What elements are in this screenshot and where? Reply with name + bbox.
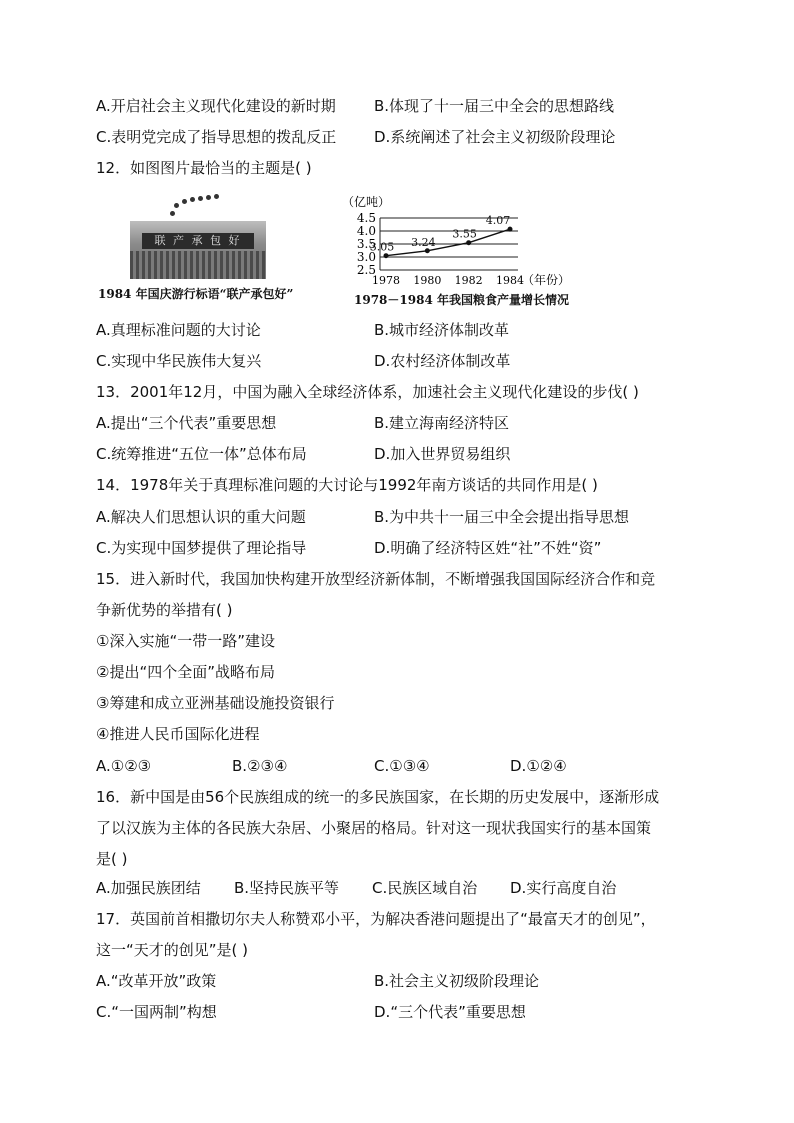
balloon-icon xyxy=(198,196,203,201)
q15-item-4: ④推进人民币国际化进程 xyxy=(96,725,260,743)
chart-svg xyxy=(340,194,580,294)
q17-option-b: B.社会主义初级阶段理论 xyxy=(374,972,540,990)
q12-option-a: A.真理标准问题的大讨论 xyxy=(96,321,261,339)
photo-crowd xyxy=(130,251,266,279)
q12-option-b: B.城市经济体制改革 xyxy=(374,321,510,339)
x-tick-label: 1984 xyxy=(496,274,524,287)
q15-item-2: ②提出“四个全面”战略布局 xyxy=(96,663,275,681)
q15-item-1: ①深入实施“一带一路”建设 xyxy=(96,632,275,650)
y-tick-label: 2.5 xyxy=(356,263,376,277)
q16-stem-line1: 16．新中国是由56个民族组成的统一的多民族国家，在长期的历史发展中，逐渐形成 xyxy=(96,788,660,806)
data-point xyxy=(425,248,430,253)
q12-stem: 12．如图图片最恰当的主题是( ) xyxy=(96,159,312,177)
q16-option-d: D.实行高度自治 xyxy=(510,879,617,897)
data-label: 3.05 xyxy=(369,240,395,254)
q13-option-c: C.统筹推进“五位一体”总体布局 xyxy=(96,445,307,463)
q16-option-b: B.坚持民族平等 xyxy=(234,879,340,897)
q17-option-d: D.“三个代表”重要思想 xyxy=(374,1003,526,1021)
balloon-icon xyxy=(170,211,175,216)
q15-option-c: C.①③④ xyxy=(374,757,430,775)
q13-option-a: A.提出“三个代表”重要思想 xyxy=(96,414,277,432)
data-point xyxy=(508,227,513,232)
chart-caption: 1978－1984 年我国粮食产量增长情况 xyxy=(354,293,569,307)
q11-option-d: D.系统阐述了社会主义初级阶段理论 xyxy=(374,128,616,146)
y-tick-label: 4.0 xyxy=(356,224,376,238)
y-tick-label: 3.5 xyxy=(356,237,376,251)
q16-option-c: C.民族区域自治 xyxy=(372,879,478,897)
q17-stem-line1: 17．英国前首相撒切尔夫人称赞邓小平，为解决香港问题提出了“最富天才的创见”， xyxy=(96,910,656,928)
q16-option-a: A.加强民族团结 xyxy=(96,879,201,897)
q17-option-a: A.“改革开放”政策 xyxy=(96,972,217,990)
x-tick-label: 1982 xyxy=(454,274,483,287)
q13-option-d: D.加入世界贸易组织 xyxy=(374,445,511,463)
y-tick-label: 4.5 xyxy=(356,211,376,225)
parade-photo xyxy=(130,193,266,279)
data-label: 3.24 xyxy=(411,235,436,249)
balloon-icon xyxy=(182,199,187,204)
x-axis-label: （年份） xyxy=(522,273,571,287)
balloon-icon xyxy=(214,194,219,199)
x-tick-label: 1978 xyxy=(372,274,400,287)
q17-stem-line2: 这一“天才的创见”是( ) xyxy=(96,941,249,959)
data-point xyxy=(384,253,389,258)
q14-option-c: C.为实现中国梦提供了理论指导 xyxy=(96,539,307,557)
q16-stem-line3: 是( ) xyxy=(96,850,128,868)
q11-option-a: A.开启社会主义现代化建设的新时期 xyxy=(96,97,336,115)
photo-caption: 1984 年国庆游行标语“联产承包好” xyxy=(98,287,294,301)
x-tick-label: 1980 xyxy=(413,274,442,287)
q16-stem-line2: 了以汉族为主体的各民族大杂居、小聚居的格局。针对这一现状我国实行的基本国策 xyxy=(96,819,652,837)
data-label: 3.55 xyxy=(452,227,477,241)
q17-option-c: C.“一国两制”构想 xyxy=(96,1003,217,1021)
q14-option-b: B.为中共十一届三中全会提出指导思想 xyxy=(374,508,630,526)
balloon-icon xyxy=(190,197,195,202)
balloon-icon xyxy=(174,203,179,208)
series-line xyxy=(386,229,510,256)
q14-option-d: D.明确了经济特区姓“社”不姓“资” xyxy=(374,539,602,557)
q14-stem: 14．1978年关于真理标准问题的大讨论与1992年南方谈话的共同作用是( ) xyxy=(96,476,598,494)
q15-option-a: A.①②③ xyxy=(96,757,152,775)
q12-option-c: C.实现中华民族伟大复兴 xyxy=(96,352,262,370)
y-tick-label: 3.0 xyxy=(356,250,376,264)
q15-stem-line1: 15．进入新时代，我国加快构建开放型经济新体制，不断增强我国国际经济合作和竞 xyxy=(96,570,656,588)
q15-item-3: ③筹建和成立亚洲基础设施投资银行 xyxy=(96,694,335,712)
photo-banner: 联 产 承 包 好 xyxy=(142,233,254,249)
q14-option-a: A.解决人们思想认识的重大问题 xyxy=(96,508,306,526)
q15-stem-line2: 争新优势的举措有( ) xyxy=(96,601,233,619)
y-axis-label: （亿吨） xyxy=(342,195,391,209)
data-label: 4.07 xyxy=(485,214,511,228)
q11-option-c: C.表明党完成了指导思想的拨乱反正 xyxy=(96,128,337,146)
q15-option-b: B.②③④ xyxy=(232,757,288,775)
q11-option-b: B.体现了十一届三中全会的思想路线 xyxy=(374,97,615,115)
balloon-icon xyxy=(206,195,211,200)
q13-stem: 13．2001年12月，中国为融入全球经济体系，加速社会主义现代化建设的步伐( ) xyxy=(96,383,639,401)
q12-option-d: D.农村经济体制改革 xyxy=(374,352,511,370)
data-point xyxy=(466,240,471,245)
q13-option-b: B.建立海南经济特区 xyxy=(374,414,510,432)
q15-option-d: D.①②④ xyxy=(510,757,567,775)
grain-output-chart xyxy=(340,194,580,294)
